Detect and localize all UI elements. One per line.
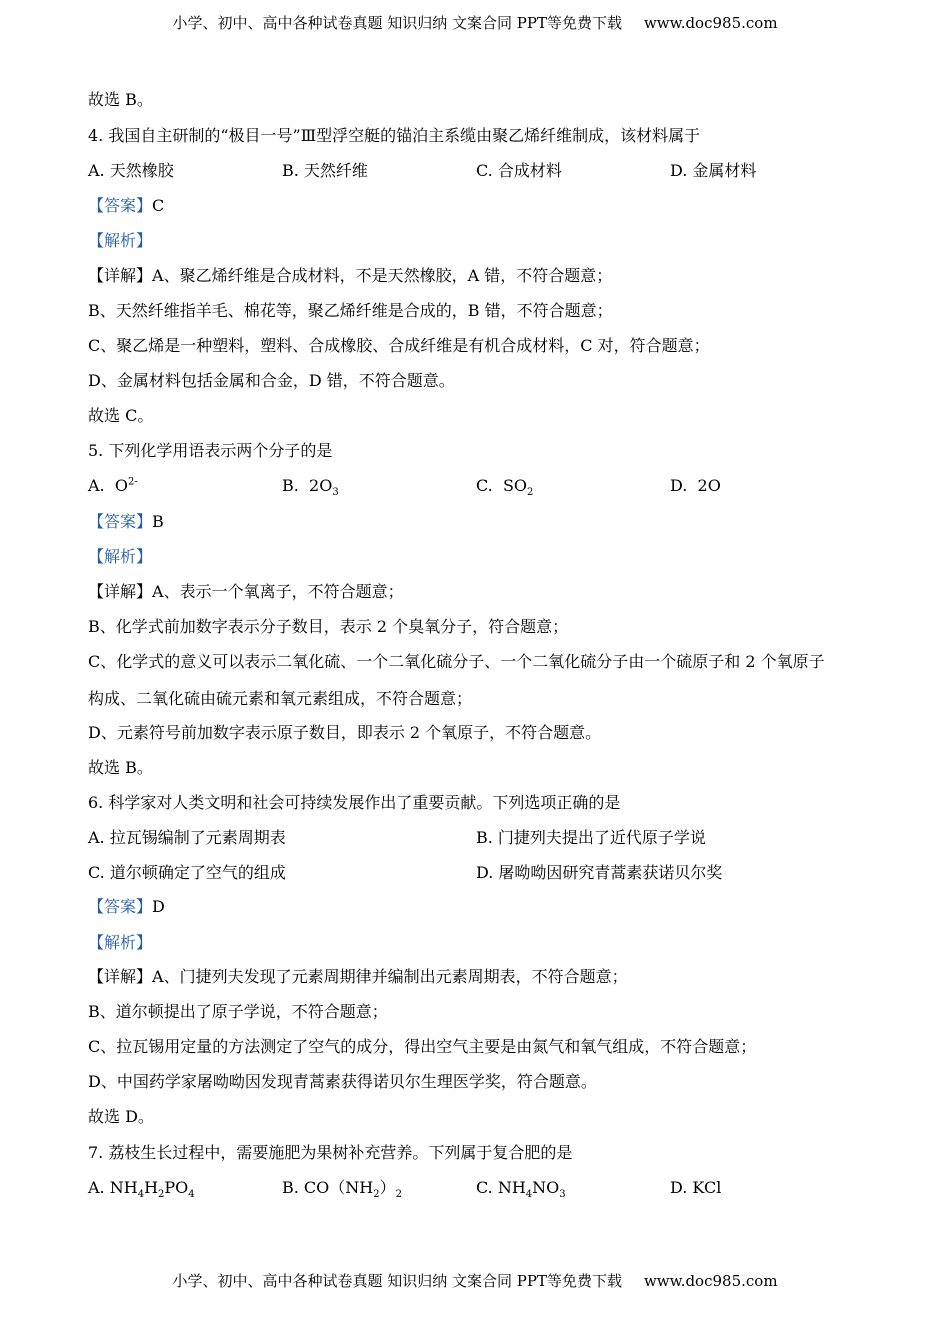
q4-option-a: A. 天然橡胶 — [88, 161, 174, 180]
q6-detail-4: D、中国药学家屠呦呦因发现青蒿素获得诺贝尔生理医学奖，符合题意。 — [88, 1072, 597, 1091]
answer-value: B — [152, 512, 164, 531]
detail-text: A、聚乙烯纤维是合成材料，不是天然橡胶，A 错，不符合题意； — [152, 266, 613, 285]
detail-text: A、门捷列夫发现了元素周期律并编制出元素周期表，不符合题意； — [152, 967, 628, 986]
page-footer — [0, 1270, 950, 1291]
q6-detail-3: C、拉瓦锡用定量的方法测定了空气的成分，得出空气主要是由氮气和氧气组成，不符合题意； — [88, 1037, 757, 1056]
q4-detail-2: B、天然纤维指羊毛、棉花等，聚乙烯纤维是合成的，B 错，不符合题意； — [88, 301, 613, 320]
q5-analysis-label: 【解析】 — [88, 547, 153, 566]
q4-answer — [88, 196, 164, 216]
formula: 2O — [697, 476, 721, 495]
detail-label: 【详解】 — [88, 266, 153, 285]
q4-detail-4: D、金属材料包括金属和合金，D 错，不符合题意。 — [88, 371, 455, 390]
q4-detail-3: C、聚乙烯是一种塑料，塑料、合成橡胶、合成纤维是有机合成材料，C 对，符合题意； — [88, 336, 710, 355]
formula: PO — [164, 1178, 189, 1197]
formula: C. NH — [476, 1178, 526, 1197]
formula: B. CO（NH — [282, 1178, 374, 1197]
q7-option-d: D. KCl — [670, 1178, 722, 1197]
answer-label: 【答案】 — [88, 196, 153, 215]
formula-sub: 2 — [395, 1189, 403, 1201]
q4-conclusion: 故选 C。 — [88, 406, 154, 425]
answer-label: 【答案】 — [88, 897, 153, 916]
q5-option-b — [282, 476, 339, 499]
q5-detail-2: B、化学式前加数字表示分子数目，表示 2 个臭氧分子，符合题意； — [88, 617, 569, 636]
q5-option-d — [670, 476, 721, 496]
q6-option-d: D. 屠呦呦因研究青蒿素获诺贝尔奖 — [476, 863, 723, 882]
q5-detail-5: D、元素符号前加数字表示原子数目，即表示 2 个氧原子，不符合题意。 — [88, 723, 602, 742]
answer-value: D — [152, 897, 165, 916]
page-header — [0, 12, 950, 33]
q4-analysis-label: 【解析】 — [88, 231, 153, 250]
q7-option-c — [476, 1178, 566, 1201]
option-letter: B. — [282, 476, 299, 495]
formula-sub: 4 — [137, 1189, 145, 1201]
q6-stem: 6. 科学家对人类文明和社会可持续发展作出了重要贡献。下列选项正确的是 — [88, 793, 621, 812]
detail-label: 【详解】 — [88, 967, 153, 986]
formula: H — [144, 1178, 159, 1197]
option-letter: D. — [670, 476, 688, 495]
q7-option-a — [88, 1178, 195, 1201]
q4-detail-1 — [88, 266, 612, 286]
q6-analysis-label: 【解析】 — [88, 933, 153, 952]
footer-text: 小学、初中、高中各种试卷真题 知识归纳 文案合同 PPT等免费下载 — [172, 1272, 622, 1290]
q5-conclusion: 故选 B。 — [88, 758, 153, 777]
q5-option-a — [88, 476, 138, 496]
formula-sub: 4 — [525, 1189, 533, 1201]
option-letter: A. — [88, 476, 105, 495]
formula-sub: 4 — [188, 1189, 195, 1201]
formula-sub: 2 — [158, 1189, 165, 1201]
formula-sup: 2- — [127, 476, 138, 488]
q4-option-d: D. 金属材料 — [670, 161, 757, 180]
answer-value: C — [152, 196, 165, 215]
formula: NO — [532, 1178, 560, 1197]
footer-url: www.doc985.com — [643, 1272, 778, 1290]
formula-sub: 2 — [527, 487, 534, 499]
formula: ） — [379, 1178, 396, 1197]
formula: O — [114, 476, 128, 495]
q6-detail-1 — [88, 967, 628, 987]
q5-detail-1 — [88, 582, 404, 602]
formula: SO — [502, 476, 528, 495]
q6-option-c: C. 道尔顿确定了空气的组成 — [88, 863, 286, 882]
q5-option-c — [476, 476, 534, 499]
q6-option-a: A. 拉瓦锡编制了元素周期表 — [88, 828, 286, 847]
formula: 2O — [309, 476, 333, 495]
formula-sub: 3 — [332, 487, 339, 499]
q7-option-b — [282, 1178, 403, 1201]
q4-option-b: B. 天然纤维 — [282, 161, 368, 180]
q6-answer — [88, 897, 165, 917]
q4-option-c: C. 合成材料 — [476, 161, 562, 180]
formula: A. NH — [88, 1178, 138, 1197]
q4-stem: 4. 我国自主研制的“极目一号”Ⅲ型浮空艇的锚泊主系缆由聚乙烯纤维制成，该材料属于 — [88, 126, 701, 145]
q5-detail-3: C、化学式的意义可以表示二氧化硫、一个二氧化硫分子、一个二氧化硫分子由一个硫原子和 2 个氧原子 — [88, 652, 825, 671]
answer-label: 【答案】 — [88, 512, 153, 531]
q6-option-b: B. 门捷列夫提出了近代原子学说 — [476, 828, 706, 847]
q6-conclusion: 故选 D。 — [88, 1107, 154, 1126]
formula-sub: 3 — [559, 1189, 566, 1201]
detail-label: 【详解】 — [88, 582, 153, 601]
formula-sub: 2 — [373, 1189, 380, 1201]
header-text: 小学、初中、高中各种试卷真题 知识归纳 文案合同 PPT等免费下载 — [172, 14, 622, 32]
q5-stem: 5. 下列化学用语表示两个分子的是 — [88, 441, 333, 460]
q5-detail-4: 构成、二氧化硫由硫元素和氧元素组成，不符合题意； — [88, 689, 473, 708]
q7-stem: 7. 荔枝生长过程中，需要施肥为果树补充营养。下列属于复合肥的是 — [88, 1143, 573, 1162]
q5-answer — [88, 512, 164, 532]
previous-conclusion: 故选 B。 — [88, 90, 153, 109]
detail-text: A、表示一个氧离子，不符合题意； — [152, 582, 404, 601]
header-url: www.doc985.com — [643, 14, 778, 32]
q6-detail-2: B、道尔顿提出了原子学说，不符合题意； — [88, 1002, 388, 1021]
option-letter: C. — [476, 476, 493, 495]
